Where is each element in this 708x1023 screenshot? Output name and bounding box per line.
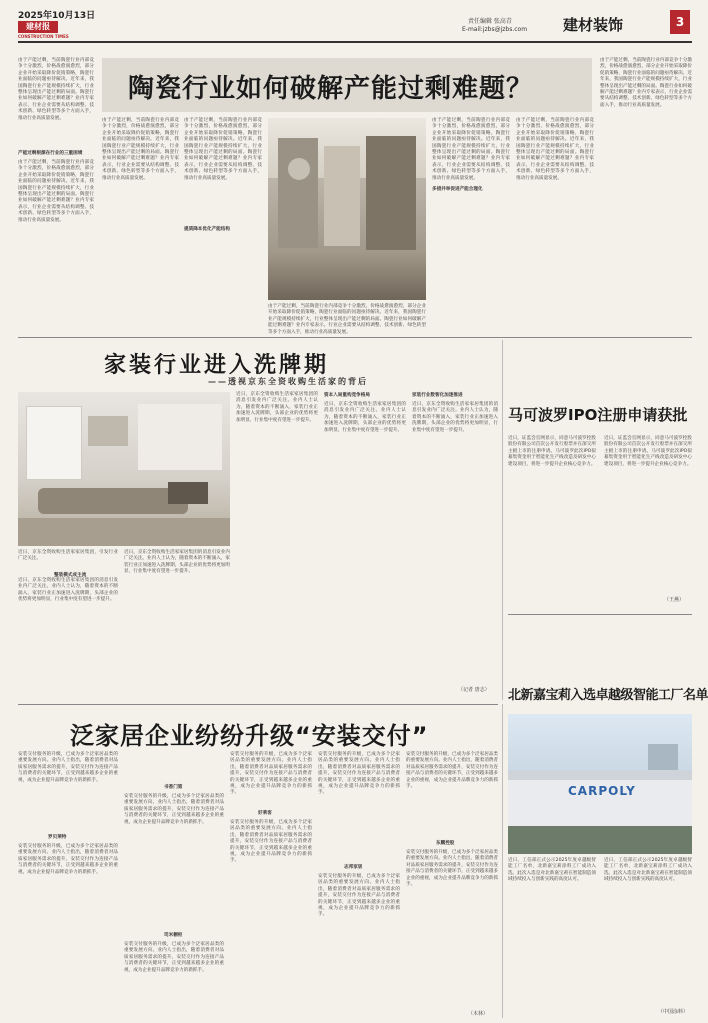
article-marco-polo-ipo — [508, 400, 692, 610]
article-body: 由于产能过剩，当前陶瓷行业内部竞争十分激烈，价格战愈演愈烈，部分企业开始采取降价促销策略，陶瓷行业面临的问题亟待解决。近年来，我国陶瓷行业产能规模持续扩大，行业整体呈现出产能过剩的局面。陶瓷行业如何破解产能过剩难题？业内专家表示，行业企业需要从结构调整、技术创新、绿色转型等多个方面入手，推动行业高质量发展。 — [432, 118, 510, 181]
article-title: 家装行业进入洗牌期 — [104, 352, 330, 378]
article-home-decoration — [18, 340, 498, 700]
subhead: 资本入局重构竞争格局 — [324, 393, 370, 398]
byline: （记者 唐志） — [458, 687, 490, 693]
article-body: 安装交付服务的升级，已成为多个泛家居品类的重要发展方向。业内人士指出，随着消费者对品质家居服务需求的提升，安装交付作为连接产品与消费者的关键环节，正受到越来越多企业的重视，成为企业提升品牌竞争力的新抓手。 — [124, 794, 224, 825]
page-number-badge: 3 — [670, 10, 690, 34]
subhead: 志邦家居 — [344, 865, 363, 870]
article-carpoly-factory — [508, 672, 708, 1018]
subhead: 好莱客 — [258, 811, 272, 816]
article-body: 由于产能过剩，当前陶瓷行业内部竞争十分激烈，价格战愈演愈烈，部分企业开始采取降价促销策略，陶瓷行业面临的问题亟待解决。近年来，我国陶瓷行业产能规模持续扩大，行业整体呈现出产能过剩的局面。陶瓷行业如何破解产能过剩难题？业内专家表示，行业企业需要从结构调整、技术创新、绿色转型等多个方面入手，推动行业高质量发展。 — [102, 118, 179, 181]
article-body: 近日，京东全资收购生活家家居集团的消息引发业内广泛关注。业内人士认为，随着资本的不断涌入，家装行业正加速进入洗牌期，头部企业的优势将更加明显，行业集中度有望进一步提升。 — [124, 550, 230, 575]
article-body: 安装交付服务的升级，已成为多个泛家居品类的重要发展方向。业内人士指出，随着消费者对品质家居服务需求的提升，安装交付作为连接产品与消费者的关键环节，正受到越来越多企业的重视，成为企业提升品牌竞争力的新抓手。 — [230, 752, 312, 796]
article-body: 安装交付服务的升级，已成为多个泛家居品类的重要发展方向。业内人士指出，随着消费者对品质家居服务需求的提升，安装交付作为连接产品与消费者的关键环节，正受到越来越多企业的重视，成为企业提升品牌竞争力的新抓手。 — [406, 850, 498, 888]
article-body: 安装交付服务的升级，已成为多个泛家居品类的重要发展方向。业内人士指出，随着消费者对品质家居服务需求的提升，安装交付作为连接产品与消费者的关键环节，正受到越来越多企业的重视，成为企业提升品牌竞争力的新抓手。 — [124, 942, 224, 973]
living-room-photo — [18, 392, 230, 546]
editor-email: E-mail:jzbs@jzbs.com — [462, 26, 528, 33]
subhead: 东鹏控股 — [436, 841, 455, 846]
section-divider — [18, 704, 498, 705]
byline: （木林） — [468, 1011, 489, 1017]
subhead: 多措并举促进产能合理化 — [432, 187, 483, 192]
article-body: 由于产能过剩，当前陶瓷行业内部竞争十分激烈，价格战愈演愈烈，部分企业开始采取降价促销策略，陶瓷行业面临的问题亟待解决。近年来，我国陶瓷行业产能规模持续扩大，行业整体呈现出产能过剩的局面。陶瓷行业如何破解产能过剩难题？业内专家表示，行业企业需要从结构调整、技术创新、绿色转型等多个方面入手，推动行业高质量发展。 — [184, 118, 262, 181]
article-title: 陶瓷行业如何破解产能过剩难题？ — [128, 74, 534, 104]
section-title: 建材装饰 — [563, 16, 624, 34]
factory-sign: CARPOLY — [568, 784, 636, 798]
section-divider — [508, 614, 692, 615]
article-body: 安装交付服务的升级，已成为多个泛家居品类的重要发展方向。业内人士指出，随着消费者对品质家居服务需求的提升，安装交付作为连接产品与消费者的关键环节，正受到越来越多企业的重视，成为企业提升品牌竞争力的新抓手。 — [18, 752, 118, 783]
column-divider — [502, 340, 503, 700]
byline: （中国涂料） — [658, 1009, 689, 1015]
issue-date: 2025年10月13日 — [18, 11, 96, 21]
byline: （王燕） — [664, 597, 685, 603]
article-body: 安装交付服务的升级，已成为多个泛家居品类的重要发展方向。业内人士指出，随着消费者对品质家居服务需求的提升，安装交付作为连接产品与消费者的关键环节，正受到越来越多企业的重视，成为企业提升品牌竞争力的新抓手。 — [318, 874, 400, 918]
subhead: 家装行业数智化加速推进 — [412, 393, 463, 398]
factory-photo — [508, 714, 692, 854]
paper-logo-en: CONSTRUCTION TIMES — [18, 34, 69, 39]
subhead: 整装模式成主流 — [54, 573, 87, 578]
article-body: 近日，京东全资收购生活家家居集团的消息引发业内广泛关注。业内人士认为，随着资本的不断涌入，家装行业正加速进入洗牌期，头部企业的优势将更加明显，行业集中度有望进一步提升。 — [324, 402, 406, 433]
article-body: 近日，工信部正式公示2025年度卓越级智能工厂名单，北新嘉宝莉涂料工厂成功入选。此次入选是对北新嘉宝莉在智能制造领域持续投入与创新实践的高度认可。 — [508, 858, 596, 883]
article-body: 安装交付服务的升级，已成为多个泛家居品类的重要发展方向。业内人士指出，随着消费者对品质家居服务需求的提升，安装交付作为连接产品与消费者的关键环节，正受到越来越多企业的重视，成为企业提升品牌竞争力的新抓手。 — [230, 820, 312, 864]
subhead: 书香门第 — [164, 785, 183, 790]
article-body: 安装交付服务的升级，已成为多个泛家居品类的重要发展方向。业内人士指出，随着消费者对品质家居服务需求的提升，安装交付作为连接产品与消费者的关键环节，正受到越来越多企业的重视，成为企业提升品牌竞争力的新抓手。 — [406, 752, 498, 790]
article-title: 泛家居企业纷纷升级“安装交付” — [70, 722, 429, 750]
section-divider — [18, 337, 692, 338]
article-body: 近日，证监会官网显示，同意马可波罗控股股份有限公司首次公开发行股票并在深交所主板上市的注册申请。马可波罗此次IPO拟募集资金用于智能化生产线改造及研发中心建设项目，将进一步提升企业核心竞争力。 — [604, 436, 692, 467]
article-body: 近日，京东全资收购生活家家居集团的消息引发业内广泛关注。业内人士认为，随着资本的不断涌入，家装行业正加速进入洗牌期，头部企业的优势将更加明显，行业集中度有望进一步提升。 — [412, 402, 498, 433]
article-installation-delivery — [18, 706, 498, 1020]
header-rule — [18, 41, 692, 43]
article-body: 由于产能过剩，当前陶瓷行业内部竞争十分激烈，价格战愈演愈烈，部分企业开始采取降价促销策略，陶瓷行业面临的问题亟待解决。近年来，我国陶瓷行业产能规模持续扩大，行业整体呈现出产能过剩的局面。陶瓷行业如何破解产能过剩难题？业内专家表示，行业企业需要从结构调整、技术创新、绿色转型等多个方面入手，推动行业高质量发展。 — [268, 304, 426, 335]
article-body: 由于产能过剩，当前陶瓷行业内部竞争十分激烈，价格战愈演愈烈，部分企业开始采取降价促销策略，陶瓷行业面临的问题亟待解决。近年来，我国陶瓷行业产能规模持续扩大，行业整体呈现出产能过剩的局面。陶瓷行业如何破解产能过剩难题？业内专家表示，行业企业需要从结构调整、技术创新、绿色转型等多个方面入手，推动行业高质量发展。 — [18, 160, 94, 223]
article-body: 安装交付服务的升级，已成为多个泛家居品类的重要发展方向。业内人士指出，随着消费者对品质家居服务需求的提升，安装交付作为连接产品与消费者的关键环节，正受到越来越多企业的重视，成为企业提升品牌竞争力的新抓手。 — [318, 752, 400, 796]
ceramics-showroom-photo — [268, 118, 426, 300]
article-body: 近日，工信部正式公示2025年度卓越级智能工厂名单，北新嘉宝莉涂料工厂成功入选。此次入选是对北新嘉宝莉在智能制造领域持续投入与创新实践的高度认可。 — [604, 858, 692, 883]
subhead: 司米橱柜 — [164, 933, 183, 938]
article-body: 近日，证监会官网显示，同意马可波罗控股股份有限公司首次公开发行股票并在深交所主板上市的注册申请。马可波罗此次IPO拟募集资金用于智能化生产线改造及研发中心建设项目，将进一步提升企业核心竞争力。 — [508, 436, 596, 467]
article-ceramics — [18, 46, 692, 336]
article-subtitle: ——透视京东全资收购生活家的背后 — [208, 377, 368, 386]
subhead: 产能过剩根源在行业的三重困境 — [18, 151, 83, 156]
article-body: 由于产能过剩，当前陶瓷行业内部竞争十分激烈，价格战愈演愈烈，部分企业开始采取降价促销策略，陶瓷行业面临的问题亟待解决。近年来，我国陶瓷行业产能规模持续扩大，行业整体呈现出产能过剩的局面。陶瓷行业如何破解产能过剩难题？业内专家表示，行业企业需要从结构调整、技术创新、绿色转型等多个方面入手，推动行业高质量发展。 — [600, 58, 692, 108]
column-divider — [502, 704, 503, 1018]
page-header — [0, 0, 708, 44]
article-body: 近日，京东全资收购生活家家居集团的消息引发业内广泛关注。业内人士认为，随着资本的不断涌入，家装行业正加速进入洗牌期，头部企业的优势将更加明显，行业集中度有望进一步提升。 — [18, 578, 118, 603]
article-body: 由于产能过剩，当前陶瓷行业内部竞争十分激烈，价格战愈演愈烈，部分企业开始采取降价促销策略，陶瓷行业面临的问题亟待解决。近年来，我国陶瓷行业产能规模持续扩大，行业整体呈现出产能过剩的局面。陶瓷行业如何破解产能过剩难题？业内专家表示，行业企业需要从结构调整、技术创新、绿色转型等多个方面入手，推动行业高质量发展。 — [18, 58, 94, 121]
subhead: 提质降本优化产能结构 — [184, 227, 230, 232]
article-title: 北新嘉宝莉入选卓越级智能工厂名单 — [508, 688, 708, 703]
article-body: 由于产能过剩，当前陶瓷行业内部竞争十分激烈，价格战愈演愈烈，部分企业开始采取降价促销策略，陶瓷行业面临的问题亟待解决。近年来，我国陶瓷行业产能规模持续扩大，行业整体呈现出产能过剩的局面。陶瓷行业如何破解产能过剩难题？业内专家表示，行业企业需要从结构调整、技术创新、绿色转型等多个方面入手，推动行业高质量发展。 — [516, 118, 594, 181]
article-body: 近日，京东全资收购生活家家居集团的消息引发业内广泛关注。业内人士认为，随着资本的不断涌入，家装行业正加速进入洗牌期，头部企业的优势将更加明显，行业集中度有望进一步提升。 — [236, 392, 318, 423]
editor-credit: 责任编辑 张高青 — [468, 18, 512, 25]
photo-caption: 近日，京东全资收购生活家家居集团，引发行业广泛关注。 — [18, 550, 118, 562]
article-body: 安装交付服务的升级，已成为多个泛家居品类的重要发展方向。业内人士指出，随着消费者对品质家居服务需求的提升，安装交付作为连接产品与消费者的关键环节，正受到越来越多企业的重视，成为企业提升品牌竞争力的新抓手。 — [18, 844, 118, 875]
article-title: 马可波罗IPO注册申请获批 — [508, 406, 688, 424]
subhead: 罗贝莱特 — [48, 835, 67, 840]
paper-logo: 建材报 — [18, 21, 58, 33]
